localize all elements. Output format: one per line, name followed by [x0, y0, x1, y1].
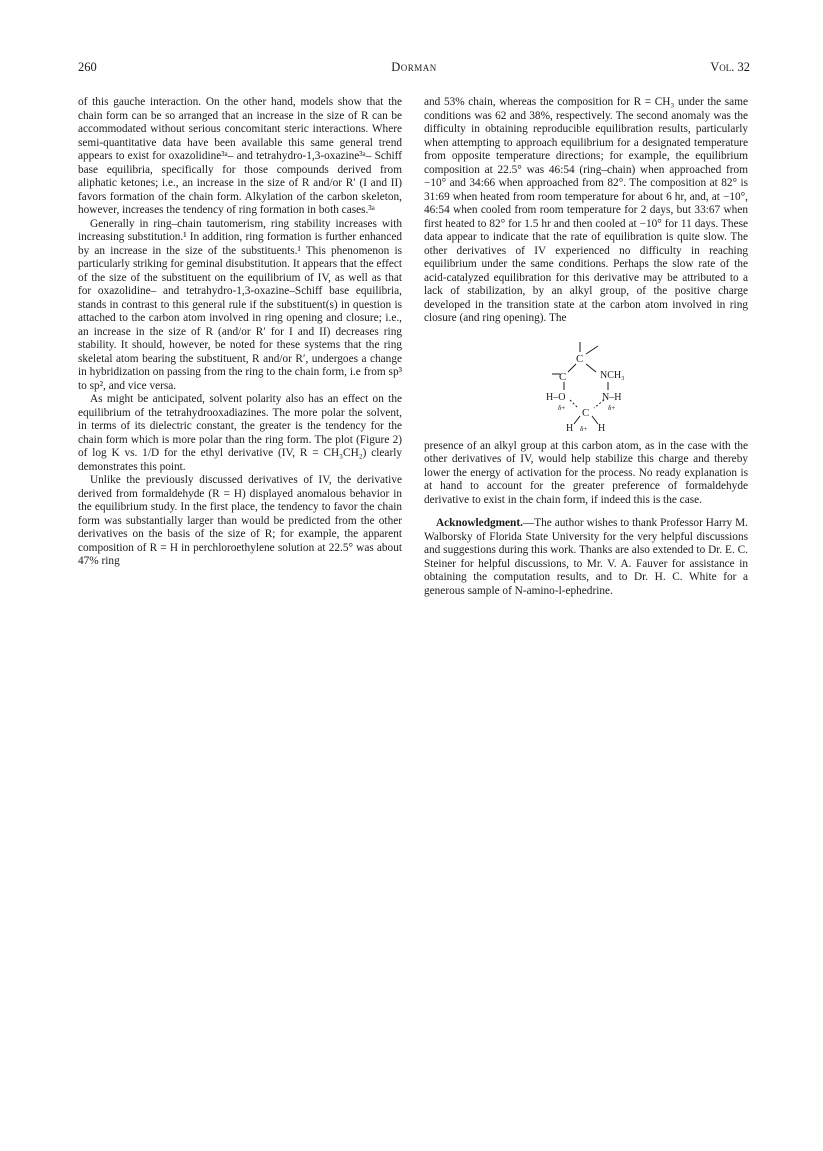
left-column	[78, 96, 402, 569]
running-author: Dorman	[391, 60, 437, 74]
volume-label: Vol. 32	[710, 60, 750, 74]
acknowledgment-text: —The author wishes to thank Professor Harry M. Walborsky of Florida State University for the very helpful discussions and suggestions during this work. Thanks are also extended to Dr. E. C. Steiner for helpful discussions, to Mr. V. A. Fauver for assistance in obtaining the computation results, and to Dr. H. C. White for a generous sample of N-amino-l-ephedrine.	[424, 517, 748, 597]
right-column	[424, 96, 748, 598]
structure-charge: δ+	[558, 403, 566, 412]
acknowledgment	[424, 517, 748, 598]
structure-atom: H	[566, 422, 574, 434]
structure-atom: C	[582, 406, 590, 419]
structure-atom: C	[576, 352, 584, 365]
running-header	[78, 60, 750, 80]
structure-charge: δ+	[608, 403, 616, 412]
paragraph: of this gauche interaction. On the other hand, models show that the chain form can be so arranged that an increase in the size of R can be accommodated without serious concomitant steric interactions. Where semi-quantitative data have been available this same general trend appears to exist for oxazolidine³ᵃ– and tetrahydro-1,3-oxazine³ᵃ– Schiff base equilibria, specifically for those compounds derived from aliphatic ketones; i.e., an increase in the size of R and/or R′ (I and II) favors formation of the chain form. Alkylation of the carbon skeleton, however, increases the tendency of ring formation in both cases.³ᵃ	[78, 96, 402, 216]
structure-atom: NCH₃	[600, 369, 625, 381]
structure-charge: δ+	[580, 424, 588, 433]
paragraph: As might be anticipated, solvent polarity also has an effect on the equilibrium of the tetrahydrooxadiazines. The more polar the solvent, in terms of its dielectric constant, the greater is the tendency for the chain form which is more polar than the ring form. The plot (Figure 2) of log K vs. 1/D for the ethyl derivative (IV, R = CH₃CH₂) clearly demonstrates this point.	[78, 393, 402, 473]
paragraph: Generally in ring–chain tautomerism, ring stability increases with increasing substitution.¹ In addition, ring formation is further enhanced by an increase in the size of the substituents.¹ This phenomenon is particularly striking for geminal disubstitution. It appears that the effect of the size of the substituent on the equilibrium of IV, as well as that for oxazolidine– and tetrahydro-1,3-oxazine–Schiff base equilibria, stands in contrast to this general rule if the substituent(s) in question is attached to the carbon atom involved in ring opening and closure; i.e., an increase in the size of R (and/or R′ for I and II) decreases ring stability. It should, however, be noted for these systems that the ring skeletal atom bearing the substituent, R and/or R′, undergoes a change in hybridization on passing from the ring to the chain form, i.e from sp³ to sp², and vice versa.	[78, 217, 402, 392]
structure-atom: C	[559, 370, 567, 383]
structure-atom: N–H	[602, 391, 622, 403]
paragraph: Unlike the previously discussed derivatives of IV, the derivative derived from formaldehyde (R = H) displayed anomalous behavior in the equilibrium study. In the first place, the tendency to favor the chain form was substantially larger than would be predicted from the other derivatives on the basis of the size of R; for example, the apparent composition of R = H in perchloroethylene solution at 22.5° was about 47% ring	[78, 474, 402, 567]
structure-atom: H–O	[546, 391, 566, 403]
page-number: 260	[78, 60, 97, 74]
acknowledgment-heading: Acknowledgment.	[436, 517, 523, 529]
structure-atom: H	[598, 422, 606, 434]
paragraph: presence of an alkyl group at this carbon atom, as in the case with the other derivatives of IV, would help stabilize this charge and thereby lower the energy of activation for the process. No ready explanation is at hand to account for the greater preference of formaldehyde derivative to exist in the chain form, if indeed this is the case.	[424, 439, 748, 506]
transition-state-structure	[516, 334, 656, 434]
paragraph: and 53% chain, whereas the composition for R = CH₃ under the same conditions was 62 and 38%, respectively. The second anomaly was the difficulty in obtaining reproducible equilibration results, particularly when attempting to approach equilibrium for a designated temperature from opposite temperature directions; for example, the equilibrium composition at 22.5° was 46:54 (ring–chain) when approached from −10° and 34:66 when approached from 82°. The composition at 82° is 31:69 when heated from room temperature for about 6 hr, and, at −10°, 46:54 when cooled from room temperature for 2 days, but 33:67 when first heated to 82° for 1.5 hr and then cooled at −10° for 11 days. These data appear to indicate that the rate of equilibration is quite slow. The other derivatives of IV experienced no difficulty in reaching equilibrium under the same conditions. Perhaps the slow rate of the acid-catalyzed equilibration for this derivative may be attributed to a lack of stabilization, by an alkyl group, of the positive charge developed in the transition state at the carbon atom involved in ring closure (and ring opening). The	[424, 96, 748, 324]
